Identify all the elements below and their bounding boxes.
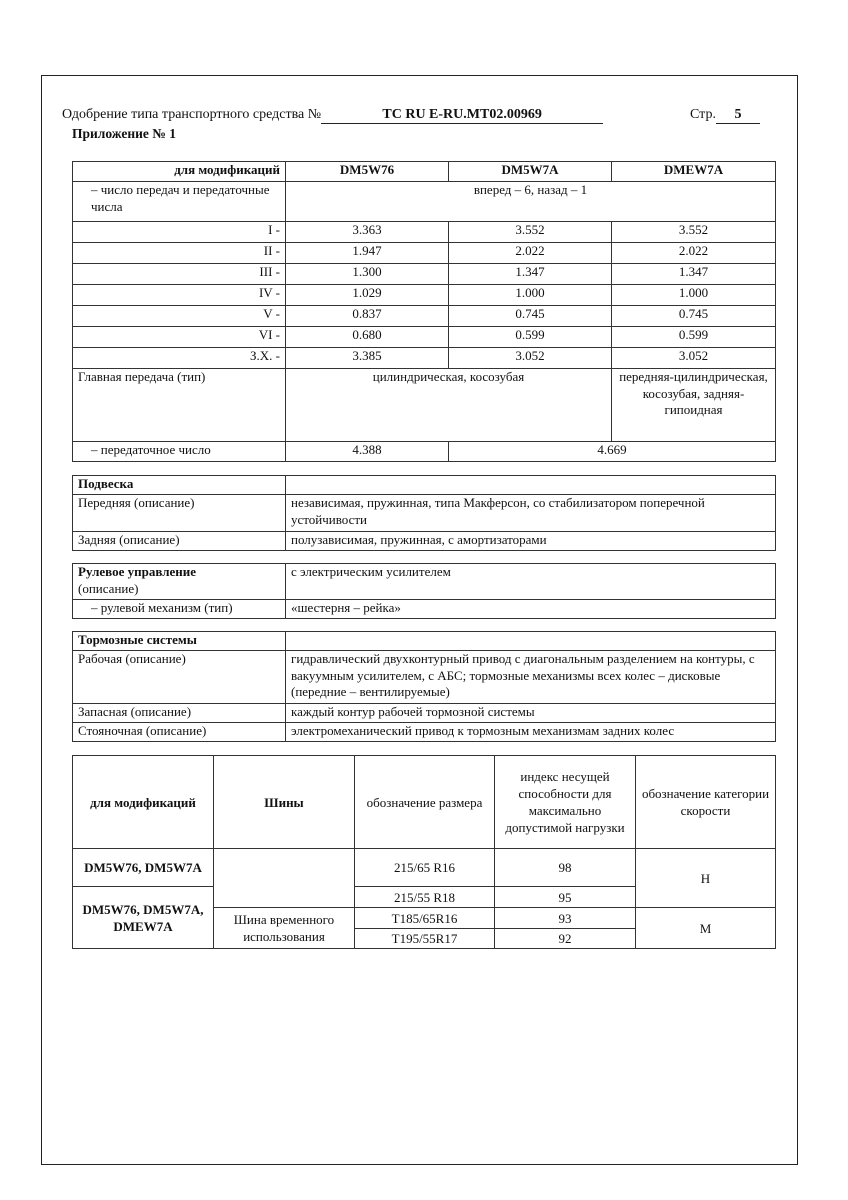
gear-label: II - bbox=[73, 243, 286, 264]
table-row bbox=[73, 632, 776, 651]
column-header: для модификаций bbox=[73, 756, 214, 849]
table-cell: 0.599 bbox=[612, 327, 776, 348]
row-value: электромеханический привод к тормозным механизмам задних колес bbox=[286, 723, 776, 742]
row-label: – рулевой механизм (тип) bbox=[73, 600, 286, 619]
section-title: Рулевое управление bbox=[78, 564, 197, 579]
column-header: обозначение категории скорости bbox=[636, 756, 776, 849]
row-value: независимая, пружинная, типа Макферсон, со стабилизатором поперечной устойчивости bbox=[286, 495, 776, 532]
column-header: индекс несущей способности для максимально допустимой нагрузки bbox=[495, 756, 636, 849]
table-cell: 1.300 bbox=[286, 264, 449, 285]
table-row bbox=[73, 849, 776, 887]
tyre-size: T185/65R16 bbox=[355, 908, 495, 929]
final-ratio-label: – передаточное число bbox=[73, 442, 286, 462]
column-header: DMEW7A bbox=[612, 162, 776, 182]
gears-label: – число передач и передаточные числа bbox=[73, 182, 286, 222]
gear-label: III - bbox=[73, 264, 286, 285]
page-indicator bbox=[690, 107, 760, 124]
gear-label: I - bbox=[73, 222, 286, 243]
column-header: для модификаций bbox=[73, 162, 286, 182]
table-cell: 1.000 bbox=[612, 285, 776, 306]
table-cell: 3.052 bbox=[449, 348, 612, 369]
section-title-cell bbox=[73, 564, 286, 600]
table-row bbox=[73, 327, 776, 348]
table-cell: 2.022 bbox=[449, 243, 612, 264]
suspension-table bbox=[72, 475, 776, 551]
table-row bbox=[73, 495, 776, 532]
table-cell: 0.745 bbox=[612, 306, 776, 327]
table-cell: 3.363 bbox=[286, 222, 449, 243]
gear-label: З.Х. - bbox=[73, 348, 286, 369]
modifications-cell: DM5W76, DM5W7A bbox=[73, 849, 214, 887]
section-subtitle: (описание) bbox=[78, 580, 139, 596]
approval-number: ТС RU E-RU.MT02.00969 bbox=[321, 107, 603, 124]
load-index: 98 bbox=[495, 849, 636, 887]
tyre-size: T195/55R17 bbox=[355, 929, 495, 949]
tyre-size: 215/65 R16 bbox=[355, 849, 495, 887]
document-header bbox=[62, 107, 603, 124]
table-cell: 0.745 bbox=[449, 306, 612, 327]
gear-label: VI - bbox=[73, 327, 286, 348]
table-header-row bbox=[73, 756, 776, 849]
row-value: гидравлический двухконтурный привод с диагональным разделением на контуры, с вакуумным усилителем, с АБС; тормозные механизмы всех колес – дисковые (передние – вентилируемые) bbox=[286, 651, 776, 704]
table-row bbox=[73, 264, 776, 285]
final-ratio-value: 4.388 bbox=[286, 442, 449, 462]
table-cell: 1.029 bbox=[286, 285, 449, 306]
column-header: обозначение размера bbox=[355, 756, 495, 849]
table-row bbox=[73, 182, 776, 222]
table-cell: 3.552 bbox=[449, 222, 612, 243]
gears-value: вперед – 6, назад – 1 bbox=[286, 182, 776, 222]
table-header-row bbox=[73, 162, 776, 182]
table-cell: 3.052 bbox=[612, 348, 776, 369]
final-drive-value-dmew7a: передняя-цилиндрическая, косозубая, задняя-гипоидная bbox=[612, 369, 776, 442]
speed-category: H bbox=[636, 849, 776, 908]
final-drive-value: цилиндрическая, косозубая bbox=[286, 369, 612, 442]
tyre-type-cell bbox=[214, 849, 355, 908]
speed-category: M bbox=[636, 908, 776, 949]
final-ratio-value: 4.669 bbox=[449, 442, 776, 462]
load-index: 95 bbox=[495, 887, 636, 908]
table-cell: 1.000 bbox=[449, 285, 612, 306]
table-cell: 3.385 bbox=[286, 348, 449, 369]
table-row bbox=[73, 704, 776, 723]
column-header: DM5W7A bbox=[449, 162, 612, 182]
table-cell: 1.947 bbox=[286, 243, 449, 264]
row-value: «шестерня – рейка» bbox=[286, 600, 776, 619]
row-value: с электрическим усилителем bbox=[286, 564, 776, 600]
table-row bbox=[73, 348, 776, 369]
brakes-table bbox=[72, 631, 776, 742]
table-row bbox=[73, 600, 776, 619]
page-number: 5 bbox=[716, 107, 760, 124]
load-index: 93 bbox=[495, 908, 636, 929]
section-title: Подвеска bbox=[73, 476, 286, 495]
table-row bbox=[73, 369, 776, 442]
row-value: полузависимая, пружинная, с амортизаторами bbox=[286, 532, 776, 551]
table-row bbox=[73, 532, 776, 551]
table-cell: 3.552 bbox=[612, 222, 776, 243]
gear-label: V - bbox=[73, 306, 286, 327]
table-row bbox=[73, 222, 776, 243]
table-cell: 1.347 bbox=[449, 264, 612, 285]
row-label: Стояночная (описание) bbox=[73, 723, 286, 742]
column-header: Шины bbox=[214, 756, 355, 849]
annex-title: Приложение № 1 bbox=[72, 126, 176, 141]
table-row bbox=[73, 564, 776, 600]
table-cell: 1.347 bbox=[612, 264, 776, 285]
page-label: Стр. bbox=[690, 107, 716, 122]
header-title: Одобрение типа транспортного средства № bbox=[62, 107, 322, 122]
row-value: каждый контур рабочей тормозной системы bbox=[286, 704, 776, 723]
table-row bbox=[73, 723, 776, 742]
table-row bbox=[73, 442, 776, 462]
section-title: Тормозные системы bbox=[73, 632, 286, 651]
row-label: Рабочая (описание) bbox=[73, 651, 286, 704]
table-row bbox=[73, 306, 776, 327]
tyres-table bbox=[72, 755, 776, 949]
tyre-size: 215/55 R18 bbox=[355, 887, 495, 908]
table-cell: 0.680 bbox=[286, 327, 449, 348]
row-label: Задняя (описание) bbox=[73, 532, 286, 551]
gear-label: IV - bbox=[73, 285, 286, 306]
table-row bbox=[73, 651, 776, 704]
tyre-type-cell: Шина временного использования bbox=[214, 908, 355, 949]
table-row bbox=[73, 476, 776, 495]
column-header: DM5W76 bbox=[286, 162, 449, 182]
table-cell: 0.837 bbox=[286, 306, 449, 327]
table-row bbox=[73, 285, 776, 306]
table-cell: 2.022 bbox=[612, 243, 776, 264]
row-label: Запасная (описание) bbox=[73, 704, 286, 723]
row-label: Передняя (описание) bbox=[73, 495, 286, 532]
table-cell: 0.599 bbox=[449, 327, 612, 348]
modifications-cell: DM5W76, DM5W7A, DMEW7A bbox=[73, 887, 214, 949]
load-index: 92 bbox=[495, 929, 636, 949]
final-drive-label: Главная передача (тип) bbox=[73, 369, 286, 442]
transmission-table bbox=[72, 161, 776, 462]
steering-table bbox=[72, 563, 776, 619]
table-row bbox=[73, 243, 776, 264]
